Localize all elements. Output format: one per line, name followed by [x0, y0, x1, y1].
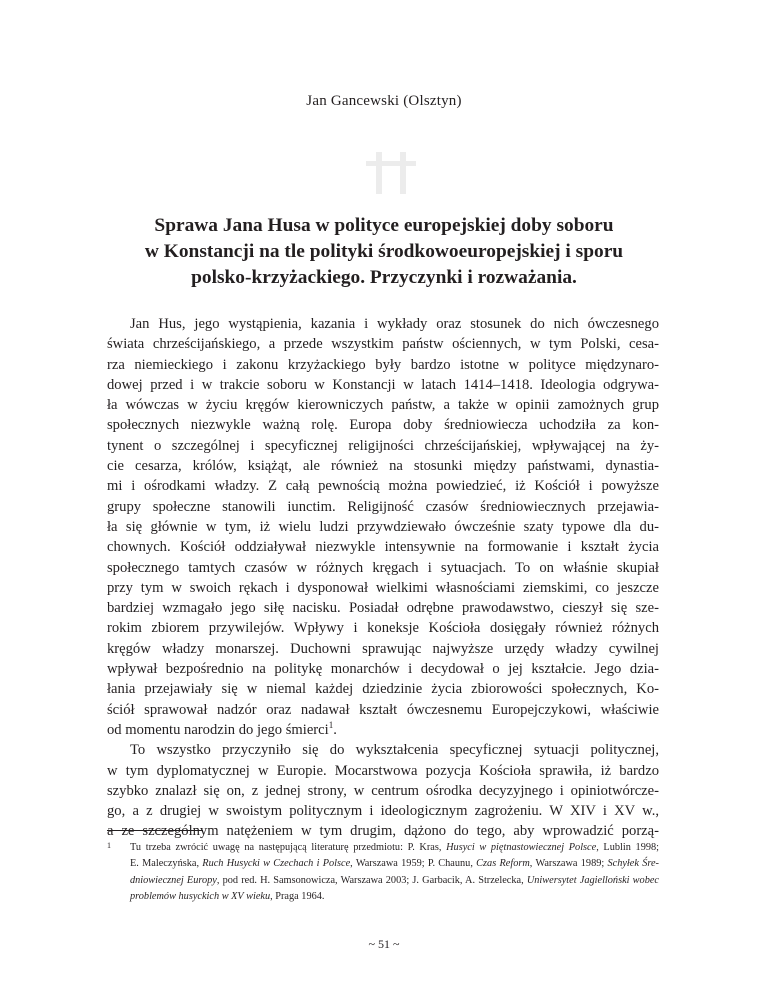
body-line: szybko znalazł się on, z jednej strony, w centrum ośrodka decyzyjnego i opiniotwórcze- [107, 782, 659, 799]
author-line: Jan Gancewski (Olsztyn) [306, 93, 462, 109]
body-line: grupy społeczne stanowili iunctim. Religijność czasów średniowiecznych przejawia- [107, 498, 659, 515]
double-cross-ornament-icon [362, 152, 422, 194]
body-line: rokim zbiorem przywilejów. Wpływy i koneksje Kościoła dosięgały również różnych [107, 620, 659, 637]
footnote-line [130, 856, 659, 872]
body-line: ściół sprawował nadzór oraz nadawał kształt ówczesnemu Europejczykowi, właściwie [107, 701, 659, 718]
footnote-text: , Lublin 1998; [596, 842, 660, 853]
footnote-text: , Praga 1964. [270, 891, 325, 903]
body-line: To wszystko przyczyniło się do wykształcenia specyficznej sytuacji politycznej, [130, 742, 659, 759]
page-number: ~ 51 ~ [368, 937, 400, 951]
body-line-text: od momentu narodzin do jego śmierci [107, 721, 329, 738]
body-line: świata chrześcijańskiego, a przede wszystkim państw ościennych, w tym Polski, cesa- [107, 336, 659, 353]
footnote-line [130, 873, 659, 889]
body-line: przy tym w swoich rękach i dysponował wielkimi własnościami ziemskimi, co jeszcze [107, 579, 659, 596]
title-line: polsko-krzyżackiego. Przyczynki i rozważania. [191, 267, 577, 288]
footnote-citation-title: problemów husyckich w XV wieku [130, 891, 271, 903]
article-title [96, 213, 672, 291]
body-line: społecznego tamtych czasów w różnych kręgach i sytuacjach. To on właśnie skupiał [107, 559, 659, 576]
body-line: rza niemieckiego i zakonu krzyżackiego były bardzo istotne w polityce międzynaro- [107, 356, 659, 373]
article-body [107, 314, 659, 842]
footnote-reference[interactable]: 1 [328, 720, 334, 731]
body-line: chownych. Kościół oddziaływał niezwykle intensywnie na formowanie i kształt życia [107, 539, 659, 556]
body-line: łania przejawiały się w niemal każdej dziedzinie życia zbiorowości społecznych, Ko- [107, 681, 659, 698]
footnote-line [130, 889, 659, 905]
body-line: tynent o szczególnej i specyficznej religijności chrześcijańskiej, wpływającej na ży- [107, 437, 659, 454]
body-line [107, 720, 659, 740]
title-line: w Konstancji na tle polityki środkowoeuropejskiej i sporu [144, 241, 624, 262]
footnote-citation-title: Ruch Husycki w Czechach i Polsce [202, 858, 351, 870]
footnote-citation-title: Uniwersytet Jagielloński wobec [526, 874, 659, 886]
body-line: ła wówczas w życiu kręgów kierowniczych państw, a także w opinii zamożnych grup [107, 397, 659, 414]
footnote-text: E. Maleczyńska, [130, 858, 203, 870]
body-line: społecznych niezwykle ważną rolę. Europa doby średniowiecza uchodziła za kon- [107, 417, 659, 434]
body-line: a ze szczególnym natężeniem w tym drugim, dążono do tego, aby wprowadzić porzą- [107, 823, 659, 840]
body-line: kręgów władzy monarszej. Duchowni sprawując najwyższe urzędy władzy cywilnej [107, 640, 659, 657]
footnote-text: , Warszawa 1989; [529, 858, 608, 870]
footnote-text: Tu trzeba zwrócić uwagę na następującą literaturę przedmiotu: P. Kras, [130, 842, 447, 853]
footnote-text: , pod red. H. Samsonowicza, Warszawa 2003; J. Garbacik, A. Strzelecka, [216, 874, 527, 886]
footnote-citation-title: Schyłek Śre- [607, 858, 659, 870]
footnote [130, 840, 659, 906]
body-line: Jan Hus, jego wystąpienia, kazania i wykłady oraz stosunek do nich ówczesnego [130, 316, 659, 332]
title-line: Sprawa Jana Husa w polityce europejskiej doby soboru [154, 215, 614, 236]
footnote-citation-title: Czas Reform [476, 858, 530, 870]
footnote-number: 1 [107, 841, 111, 850]
body-line: cie cesarza, królów, książąt, ale również na stosunki między państwami, dynastia- [107, 458, 659, 475]
body-line: w tym dyplomatycznej w Europie. Mocarstwowa pozycja Kościoła sprawiła, iż bardzo [107, 762, 659, 779]
body-line: mi i ośrodkami władzy. Z całą pewnością można powiedzieć, iż Kościół i powyższe [107, 478, 659, 495]
footnote-citation-title: dniowiecznej Europy [130, 874, 217, 886]
body-line: go, a z drugiej w swoistym politycznym i ideologicznym zagrożeniu. W XIV i XV w., [107, 803, 659, 820]
sentence-end: . [333, 721, 337, 738]
footnote-divider [107, 830, 203, 831]
footnote-text: , Warszawa 1959; P. Chaunu, [350, 858, 477, 870]
footnote-citation-title: Husyci w piętnastowiecznej Polsce [446, 842, 597, 853]
body-line: wpływał bezpośrednio na politykę monarchów i decydował o jej kształcie. Jego dzia- [107, 661, 659, 678]
body-line: bardziej wzmagało jego siłę nacisku. Posiadał odrębne prawodawstwo, cieszył się sze- [107, 600, 659, 617]
body-line: dowej przed i w trakcie soboru w Konstancji w latach 1414–1418. Ideologia odgrywa- [107, 376, 659, 393]
footnote-line [130, 840, 659, 856]
body-line: ła się głównie w tym, iż wielu ludzi przywdziewało ówcześnie szaty typowe dla du- [107, 518, 659, 535]
